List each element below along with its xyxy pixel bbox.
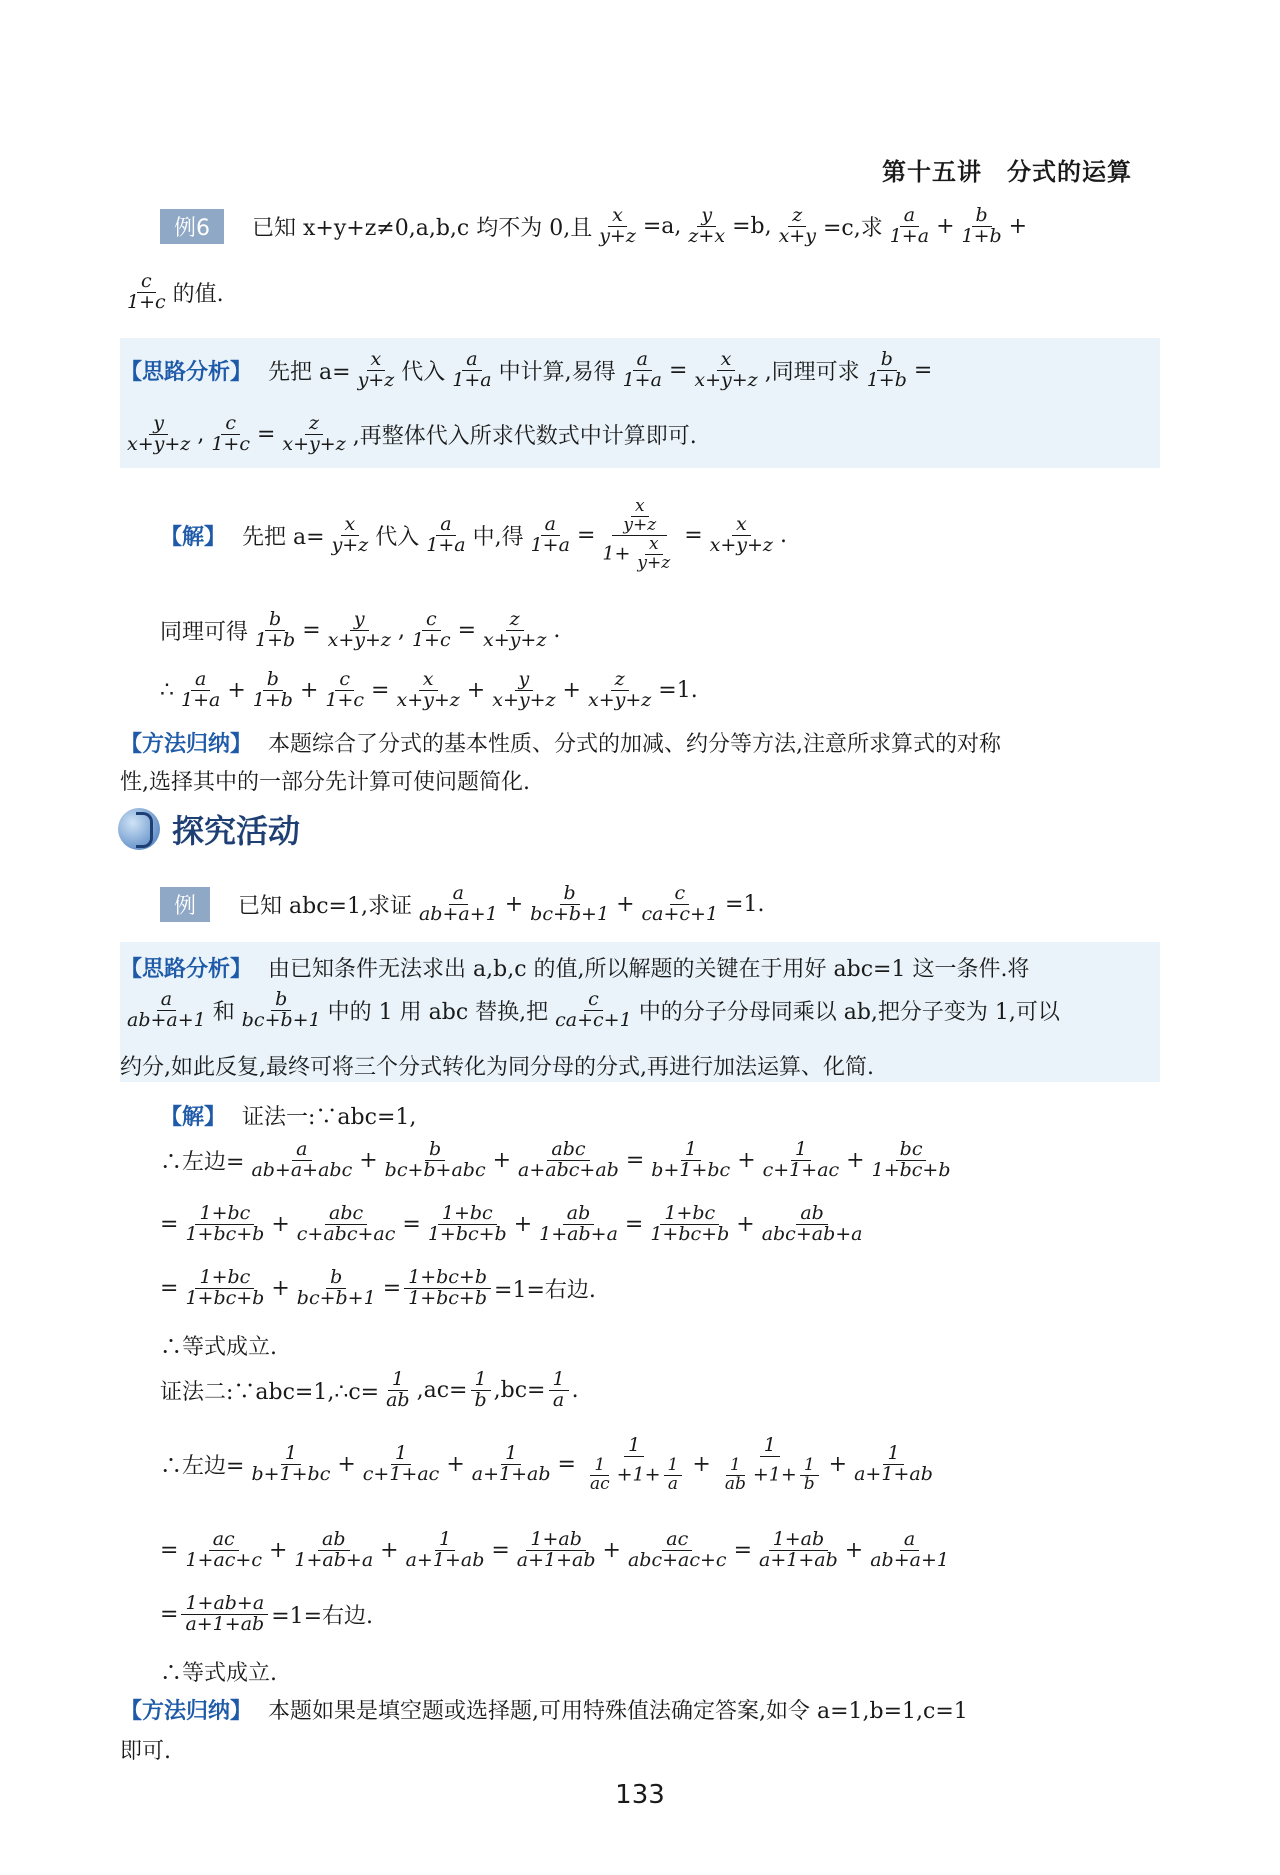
analysis-label: 【思路分析】 [120,957,253,982]
example6-line1: 例6 已知 x+y+z≠0,a,b,c 均不为 0,且 $\frac{x}{y+z}$ =a, $\frac{y}{z+x}$ =b, $\frac{z}{x+y}$ =c,求 $\frac{a}{1+a}$ + $\frac{b}{1+b}$ + [160,206,1027,247]
fraction: $\frac{c}{1+c}$ [211,412,250,455]
analysis1-line2: $\frac{y}{x+y+z}$ , $\frac{c}{1+c}$ = $\frac{z}{x+y+z}$ ,再整体代入所求代数式中计算即可. [120,414,697,455]
fraction: $\frac{1+ab+a}{a+1+ab}$ [181,1594,268,1635]
fraction: $\frac{ac}{\text{abc+ac+c}}$ [627,1528,727,1571]
fraction: $\frac{a}{1+a}$ [181,668,221,711]
fraction: $\frac{1}{a+1+ab}$ [405,1528,485,1571]
fraction: $\frac{c}{ca+c+1}$ [641,882,719,925]
fraction: $\frac{1+bc}{1+bc+b}$ [185,1266,265,1309]
fraction: $\frac{1+ab}{a+1+ab}$ [759,1528,838,1571]
fraction: $\frac{b}{bc+b+1}$ [530,882,610,925]
solution-label: 【解】 [160,524,227,550]
fraction: $\frac{z}{x+y}$ [778,204,816,247]
section-heading: 探究活动 [118,806,300,852]
fraction: $\frac{x}{y+z}$ [357,348,395,391]
fraction: $\frac{\text{abc}}{\text{c+abc+ac}}$ [296,1202,396,1245]
fraction: $\frac{x}{x+y+z}$ [396,668,460,711]
fraction: $\frac{1}{ab}$ [386,1368,410,1411]
fraction: $\frac{1}{b+1+bc}$ [651,1138,731,1181]
fraction: $\frac{z}{x+y+z}$ [483,608,547,651]
fraction: $\frac{x}{x+y+z}$ [709,512,773,556]
method2-line1: 【方法归纳】 本题如果是填空题或选择题,可用特殊值法确定答案,如令 a=1,b=1,c=1 [120,1694,968,1725]
proof1-line2: = $\frac{1+bc}{1+bc+b}$ + $\frac{\text{abc}}{\text{c+abc+ac}}$ = $\frac{1+bc}{1+bc+b}$ + $\frac{ab}{1+ab+a}$ = $\frac{1+bc}{1+bc+b}$ + $\frac{ab}{\text{abc+ab+a}}$ [160,1204,869,1245]
fraction: $\frac{y}{x+y+z}$ [492,668,556,711]
complex-fraction: 1 $\frac{1}{ab}$ +1+ $\frac{1}{b}$ [714,1436,826,1494]
proof1-line3: = $\frac{1+bc}{1+bc+b}$ + $\frac{b}{bc+b+1}$ = $\frac{1+bc+b}{1+bc+b}$ =1=右边. [160,1266,596,1309]
solution1-line2: 同理可得 $\frac{b}{1+b}$ = $\frac{y}{x+y+z}$ , $\frac{c}{1+c}$ = $\frac{z}{x+y+z}$ . [160,608,561,651]
solution-label: 【解】 [160,1105,227,1130]
complex-fraction: $\frac{x}{y+z}$ 1+ $\frac{x}{y+z}$ [602,496,671,573]
method-label: 【方法归纳】 [120,1699,253,1724]
fraction: $\frac{1}{a+1+ab}$ [471,1442,551,1486]
fraction: $\frac{1+ab}{a+1+ab}$ [516,1528,596,1571]
proof2-conclusion: ∴等式成立. [160,1661,277,1686]
example-tag: 例 [160,887,210,922]
fraction: $\frac{x}{y+z}$ [599,204,636,247]
fraction: $\frac{1+bc}{1+bc+b}$ [185,1202,265,1245]
fraction: $\frac{1}{c+1+ac}$ [762,1138,840,1181]
fraction: $\frac{a}{ab+a+1}$ [418,882,498,925]
analysis2-line3: 约分,如此反复,最终可将三个分式转化为同分母的分式,再进行加法运算、化简. [120,1055,874,1080]
fraction: $\frac{x}{x+y+z}$ [694,348,758,391]
fraction: $\frac{\text{abc}}{\text{a+abc+ab}}$ [518,1138,619,1181]
proof2-line1: ∴左边= $\frac{1}{b+1+bc}$ + $\frac{1}{c+1+ac}$ + $\frac{1}{a+1+ab}$ = 1 $\frac{1}{ac}$ +1+ $\frac{1}{a}$ + 1 $\frac{1}{ab}$ +1+ $\frac{1}{b}$ + $\frac{1}{a+1+ab}$ [160,1436,940,1494]
fraction: $\frac{bc}{1+bc+b}$ [871,1138,951,1181]
method1-line2: 性,选择其中的一部分先计算可使问题简化. [120,770,530,795]
proof2-intro: 证法二:∵abc=1,∴c= $\frac{1}{ab}$ ,ac= $\frac{1}{b}$ ,bc= $\frac{1}{a}$ . [160,1368,579,1411]
fraction: $\frac{y}{x+y+z}$ [327,608,391,651]
fraction: $\frac{b}{1+b}$ [961,204,1002,247]
solution1-line1: 【解】 先把 a= $\frac{x}{y+z}$ 代入 $\frac{a}{1+a}$ 中,得 $\frac{a}{1+a}$ = $\frac{x}{y+z}$ 1+ $\frac{x}{y+z}$ = $\frac{x}{x+y+z}$ . [160,496,787,573]
fraction: $\frac{ab}{\text{abc+ab+a}}$ [761,1202,863,1245]
fraction: $\frac{b}{bc+b+1}$ [296,1266,376,1309]
globe-book-icon [118,808,160,850]
fraction: $\frac{a}{1+a}$ [530,512,570,556]
fraction: $\frac{b}{1+b}$ [252,668,293,711]
proof2-line3: = $\frac{1+ab+a}{a+1+ab}$ =1=右边. [160,1592,374,1635]
fraction: $\frac{c}{1+c}$ [411,608,451,651]
complex-fraction: 1 $\frac{1}{ac}$ +1+ $\frac{1}{a}$ [579,1436,689,1494]
fraction: $\frac{z}{x+y+z}$ [282,412,346,455]
proof2-line2: = $\frac{ac}{1+ac+c}$ + $\frac{ab}{1+ab+a}$ + $\frac{1}{a+1+ab}$ = $\frac{1+ab}{a+1+ab}$ + $\frac{ac}{\text{abc+ac+c}}$ = $\frac{1+ab}{a+1+ab}$ + $\frac{a}{ab+a+1}$ [160,1530,956,1571]
fraction: $\frac{1}{a+1+ab}$ [854,1442,933,1486]
fraction: $\frac{x}{y+z}$ [331,512,369,556]
proof1-conclusion: ∴等式成立. [160,1335,277,1360]
solution1-line3: ∴ $\frac{a}{1+a}$ + $\frac{b}{1+b}$ + $\frac{c}{1+c}$ = $\frac{x}{x+y+z}$ + $\frac{y}{x+y+z}$ + $\frac{z}{x+y+z}$ =1. [160,668,698,711]
example6-tag: 例6 [160,209,224,244]
method1-line1: 【方法归纳】 本题综合了分式的基本性质、分式的加减、约分等方法,注意所求算式的对称 [120,727,1001,758]
fraction: $\frac{1}{c+1+ac}$ [362,1442,440,1486]
proof1-intro: 【解】 证法一:∵abc=1, [160,1100,416,1131]
fraction: $\frac{1+bc+b}{1+bc+b}$ [404,1268,491,1309]
fraction: $\frac{1}{b}$ [470,1370,490,1411]
fraction: $\frac{b}{1+b}$ [866,348,907,391]
analysis2-line1: 【思路分析】 由已知条件无法求出 a,b,c 的值,所以解题的关键在于用好 abc=1 这一条件.将 [120,952,1029,983]
analysis1-line1: 【思路分析】 先把 a= $\frac{x}{y+z}$ 代入 $\frac{a}{1+a}$ 中计算,易得 $\frac{a}{1+a}$ = $\frac{x}{x+y+z}$ ,同理可求 $\frac{b}{1+b}$ = [120,348,933,391]
example-line: 例 已知 abc=1,求证 $\frac{a}{ab+a+1}$ + $\frac{b}{bc+b+1}$ + $\frac{c}{ca+c+1}$ =1. [160,884,764,925]
analysis2-line2: $\frac{a}{ab+a+1}$ 和 $\frac{b}{bc+b+1}$ 中的 1 用 abc 替换,把 $\frac{c}{ca+c+1}$ 中的分子分母同乘以 ab,把分子变为 1,可以 [120,990,1060,1031]
example6-line2: $\frac{c}{1+c}$ 的值. [120,272,224,313]
fraction: $\frac{c}{1+c}$ [325,668,365,711]
fraction: $\frac{b}{\text{bc+b+abc}}$ [384,1138,486,1181]
fraction: $\frac{b}{1+b}$ [255,608,296,651]
fraction: $\frac{a}{ab+a+1}$ [127,988,206,1031]
fraction: $\frac{y}{x+y+z}$ [127,412,191,455]
fraction: $\frac{c}{1+c}$ [127,270,166,313]
fraction: $\frac{ab}{1+ab+a}$ [294,1528,374,1571]
page-number: 133 [615,1780,665,1810]
fraction: $\frac{c}{ca+c+1}$ [555,988,632,1031]
fraction: $\frac{1+bc}{1+bc+b}$ [427,1202,507,1245]
method2-line2: 即可. [120,1739,171,1764]
fraction: $\frac{a}{1+a}$ [426,512,466,556]
fraction: $\frac{a}{ab+a+1}$ [870,1528,949,1571]
fraction: $\frac{ab}{1+ab+a}$ [539,1202,618,1245]
analysis-label: 【思路分析】 [120,359,253,385]
fraction: $\frac{1+bc}{1+bc+b}$ [650,1202,730,1245]
fraction: $\frac{1}{a}$ [549,1370,569,1411]
fraction: $\frac{ac}{1+ac+c}$ [185,1528,262,1571]
fraction: $\frac{z}{x+y+z}$ [587,668,652,711]
fraction: $\frac{1}{b+1+bc}$ [251,1442,331,1486]
fraction: $\frac{a}{\text{ab+a+abc}}$ [251,1138,353,1181]
fraction: $\frac{b}{bc+b+1}$ [241,988,321,1031]
fraction: $\frac{a}{1+a}$ [622,348,662,391]
chapter-header: 第十五讲 分式的运算 [882,157,1132,186]
fraction: $\frac{a}{1+a}$ [889,204,930,247]
method-label: 【方法归纳】 [120,732,253,757]
proof1-line1: ∴左边= $\frac{a}{\text{ab+a+abc}}$ + $\frac{b}{\text{bc+b+abc}}$ + $\frac{\text{abc}}{\text{a+abc+ab}}$ = $\frac{1}{b+1+bc}$ + $\frac{1}{c+1+ac}$ + $\frac{bc}{1+bc+b}$ [160,1140,958,1181]
fraction: $\frac{y}{z+x}$ [688,204,726,247]
fraction: $\frac{a}{1+a}$ [452,348,492,391]
